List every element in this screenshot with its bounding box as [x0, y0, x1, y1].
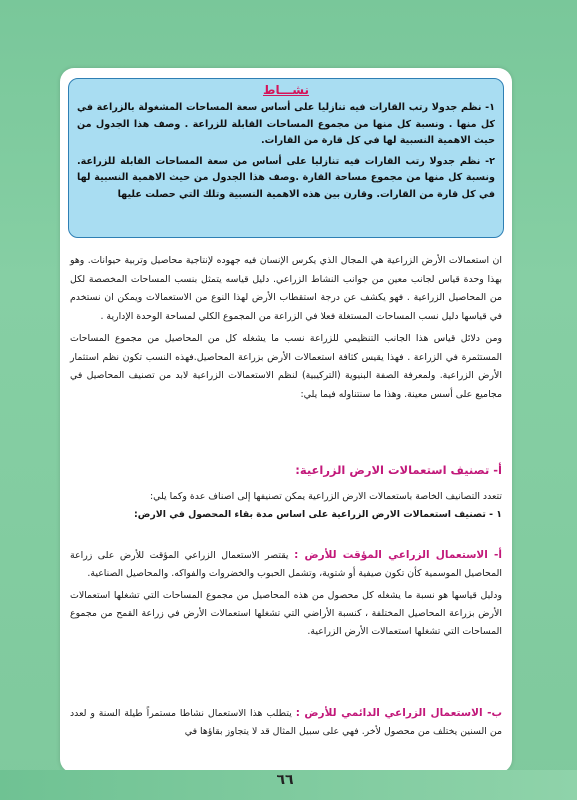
paragraph-1: ان استعمالات الأرض الزراعية هي المجال الذي يكرس الإنسان فيه جهوده لإنتاجية محاصيل وتربية حيوانات. وهو بهذا وحدة قياس لجانب معين من جوانب النشاط الزراعي. دليل قياسه يتمثل بنسب المساحات المخصصة لكل من المحاصيل الزراعية . فهو يكشف عن درجة استقطاب الأرض لهذا النوع من الاستعمالات ويمكن ان نستخدم في قياسها دليل نسب المساحات المستغلة فعلا في الزراعة من المجموع الكلي لمساحة الوحدة الإدارية .: [70, 255, 502, 322]
activity-box: [68, 78, 504, 238]
temporary-use-label: أ- الاستعمال الزراعي المؤقت للأرض :: [294, 549, 502, 561]
document-page: [60, 68, 512, 773]
section-intro-block: [70, 488, 502, 524]
temporary-use-block: [70, 546, 502, 641]
body-text: [70, 252, 502, 408]
section-intro: تتعدد التصانيف الخاصة باستعمالات الارض الزراعية يمكن تصنيفها إلى اصناف عدة وكما يلي:: [149, 491, 502, 502]
activity-item-1: ١- نظم جدولا رتب القارات فيه تنازليا على أساس سعة المساحات المشغولة بالزراعة في كل منها . ونسبة كل منها من مجموع المساحات القابلة للزراعة . وصف هذا الجدول من حيث الاهمية النسبية لها في كل قارة من القارات.: [77, 102, 495, 146]
permanent-use-block: [70, 704, 502, 741]
temporary-use-measure: ودليل قياسها هو نسبة ما يشغله كل محصول من هذه المحاصيل من مجموع المساحات التي تشغلها استعمالات الأرض بزراعة المحاصيل المختلفة ، كنسبة الأراضي التي تشغلها استعمالات الأرض في زراعة القمح من مجموع المساحات التي تشغلها استعمالات الأرض الزراعية.: [70, 590, 502, 637]
activity-item-2: ٢- نظم جدولا رتب القارات فيه تنازليا على أساس من سعة المساحات القابلة للزراعة. ونسبة كل منها من مجموع مساحة القارة .وصف هذا الجدول من حيث الاهمية النسبية لها في كل قارة من القارات. وقارن بين هذه الاهمية النسبية وتلك التي حصلت عليها: [77, 155, 495, 200]
page-number: ٦٦: [276, 772, 294, 788]
paragraph-2: ومن دلائل قياس هذا الجانب التنظيمي للزراعة نسب ما يشغله كل من المحاصيل من مجموع المساحات المستثمرة في الزراعة . فهذا يقيس كثافة استعمالات الأرض بزراعة المحاصيل.فهذه النسب تكون نظم استثمار الأرض الزراعية. ولمعرفة الصفة البنيوية (التركيبية) لنظم الاستعمالات الزراعية لابد من تصنيف المحاصيل في مجاميع على أسس معينة. وهذا ما سنتناوله فيما يلي:: [70, 333, 502, 400]
permanent-use-text: يتطلب هذا الاستعمال نشاطا مستمراً طيلة السنة و لعدد من السنين يختلف من محصول لأخر. فهي على سبيل المثال قد لا يتجاوز بقاؤها في: [70, 708, 502, 737]
activity-title: نشـــاط: [263, 83, 309, 97]
subsection-heading: ١ - تصنيف استعمالات الارض الزراعية على اساس مدة بقاء المحصول في الارض:: [134, 509, 502, 520]
permanent-use-label: ب- الاستعمال الزراعي الدائمي للأرض :: [295, 707, 503, 719]
temporary-use-text: يقتصر الاستعمال الزراعي المؤقت للأرض على زراعة المحاصيل الموسمية كأن تكون صيفية أو شتوية، وتشمل الحبوب والخضروات والفواكه. والمحاصيل الصناعية.: [70, 550, 502, 579]
section-heading: أ- تصنيف استعمالات الارض الزراعية:: [295, 463, 502, 477]
